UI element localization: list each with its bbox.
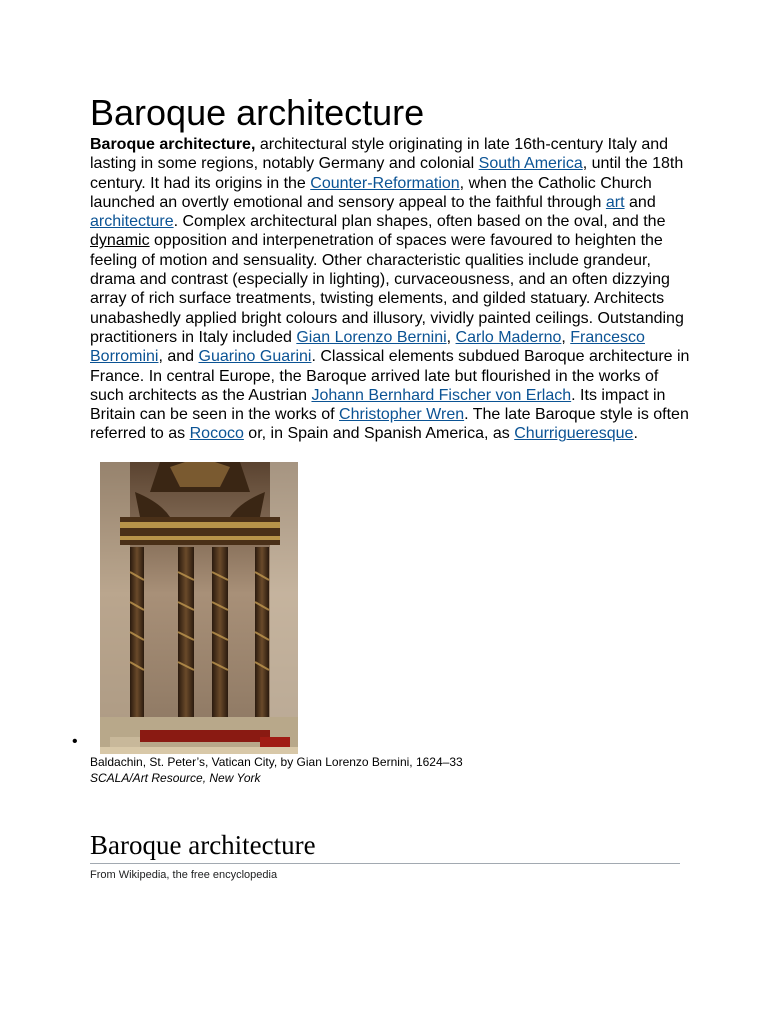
wiki-heading: Baroque architecture — [90, 828, 680, 864]
text-run: , and — [158, 348, 199, 366]
text-run: architectural style originating in late 16th-century Italy and lasting in some regions, notably Germany and colonial — [90, 136, 669, 173]
text-run: , when the Catholic Church launched an overtly emotional and sensory appeal to the faithful through — [90, 174, 652, 211]
text-run: , — [561, 328, 571, 346]
article-paragraph — [90, 135, 690, 444]
text-run: . The late Baroque style is often referred to as — [90, 406, 689, 443]
text-run: and — [624, 193, 656, 211]
link-bernini[interactable]: Gian Lorenzo Bernini — [296, 328, 447, 346]
text-run: or, in Spain and Spanish America, as — [243, 425, 515, 443]
wiki-tagline: From Wikipedia, the free encyclopedia — [90, 869, 278, 881]
text-run: . Its impact in Britain can be seen in the works of — [90, 386, 666, 424]
link-wren[interactable]: Christopher Wren — [339, 406, 465, 424]
link-borromini[interactable]: Francesco Borromini — [90, 328, 645, 366]
baldachin-photo[interactable] — [100, 462, 298, 754]
text-run: opposition and interpenetration of spaces were favoured to heighten the feeling of motion and sensuality. Other characteristic qualities include grandeur, drama and contrast (especially in lighting), curvaceousness, and an often dizzying array of rich surface treatments, twisting elements, and gilded statuary. Architects unabashedly applied bright colours and illusory, vividly painted ceilings. Outstanding practitioners in Italy included — [90, 232, 684, 346]
text-run: . Classical elements subdued Baroque architecture in France. In central Europe, the Baroque arrived late but flourished in the works of such architects as the Austrian — [90, 348, 690, 404]
link-art[interactable]: art — [605, 193, 625, 211]
text-run: . Complex architectural plan shapes, often based on the oval, and the — [173, 213, 666, 231]
link-counter-reformation[interactable]: Counter-Reformation — [310, 174, 460, 192]
text-run: , until the 18th century. It had its origins in the — [90, 155, 684, 192]
text-run: , — [446, 328, 456, 346]
link-maderno[interactable]: Carlo Maderno — [455, 328, 562, 346]
page-title: Baroque architecture — [90, 92, 425, 133]
link-architecture[interactable]: architecture — [90, 213, 174, 231]
link-churrigueresque[interactable]: Churrigueresque — [514, 425, 634, 443]
link-south-america[interactable]: South America — [478, 155, 583, 173]
link-fischer-von-erlach[interactable]: Johann Bernhard Fischer von Erlach — [311, 386, 572, 404]
lead-term: Baroque architecture, — [90, 136, 256, 153]
link-guarini[interactable]: Guarino Guarini — [198, 348, 312, 366]
image-credit: SCALA/Art Resource, New York — [90, 771, 261, 785]
list-bullet: • — [72, 733, 78, 750]
text-run: . — [633, 425, 638, 443]
figure-caption — [90, 754, 463, 786]
link-rococo[interactable]: Rococo — [189, 425, 244, 443]
term-dynamic[interactable]: dynamic — [90, 232, 150, 250]
caption-text: Baldachin, St. Peter’s, Vatican City, by Gian Lorenzo Bernini, 1624–33 — [90, 755, 463, 769]
